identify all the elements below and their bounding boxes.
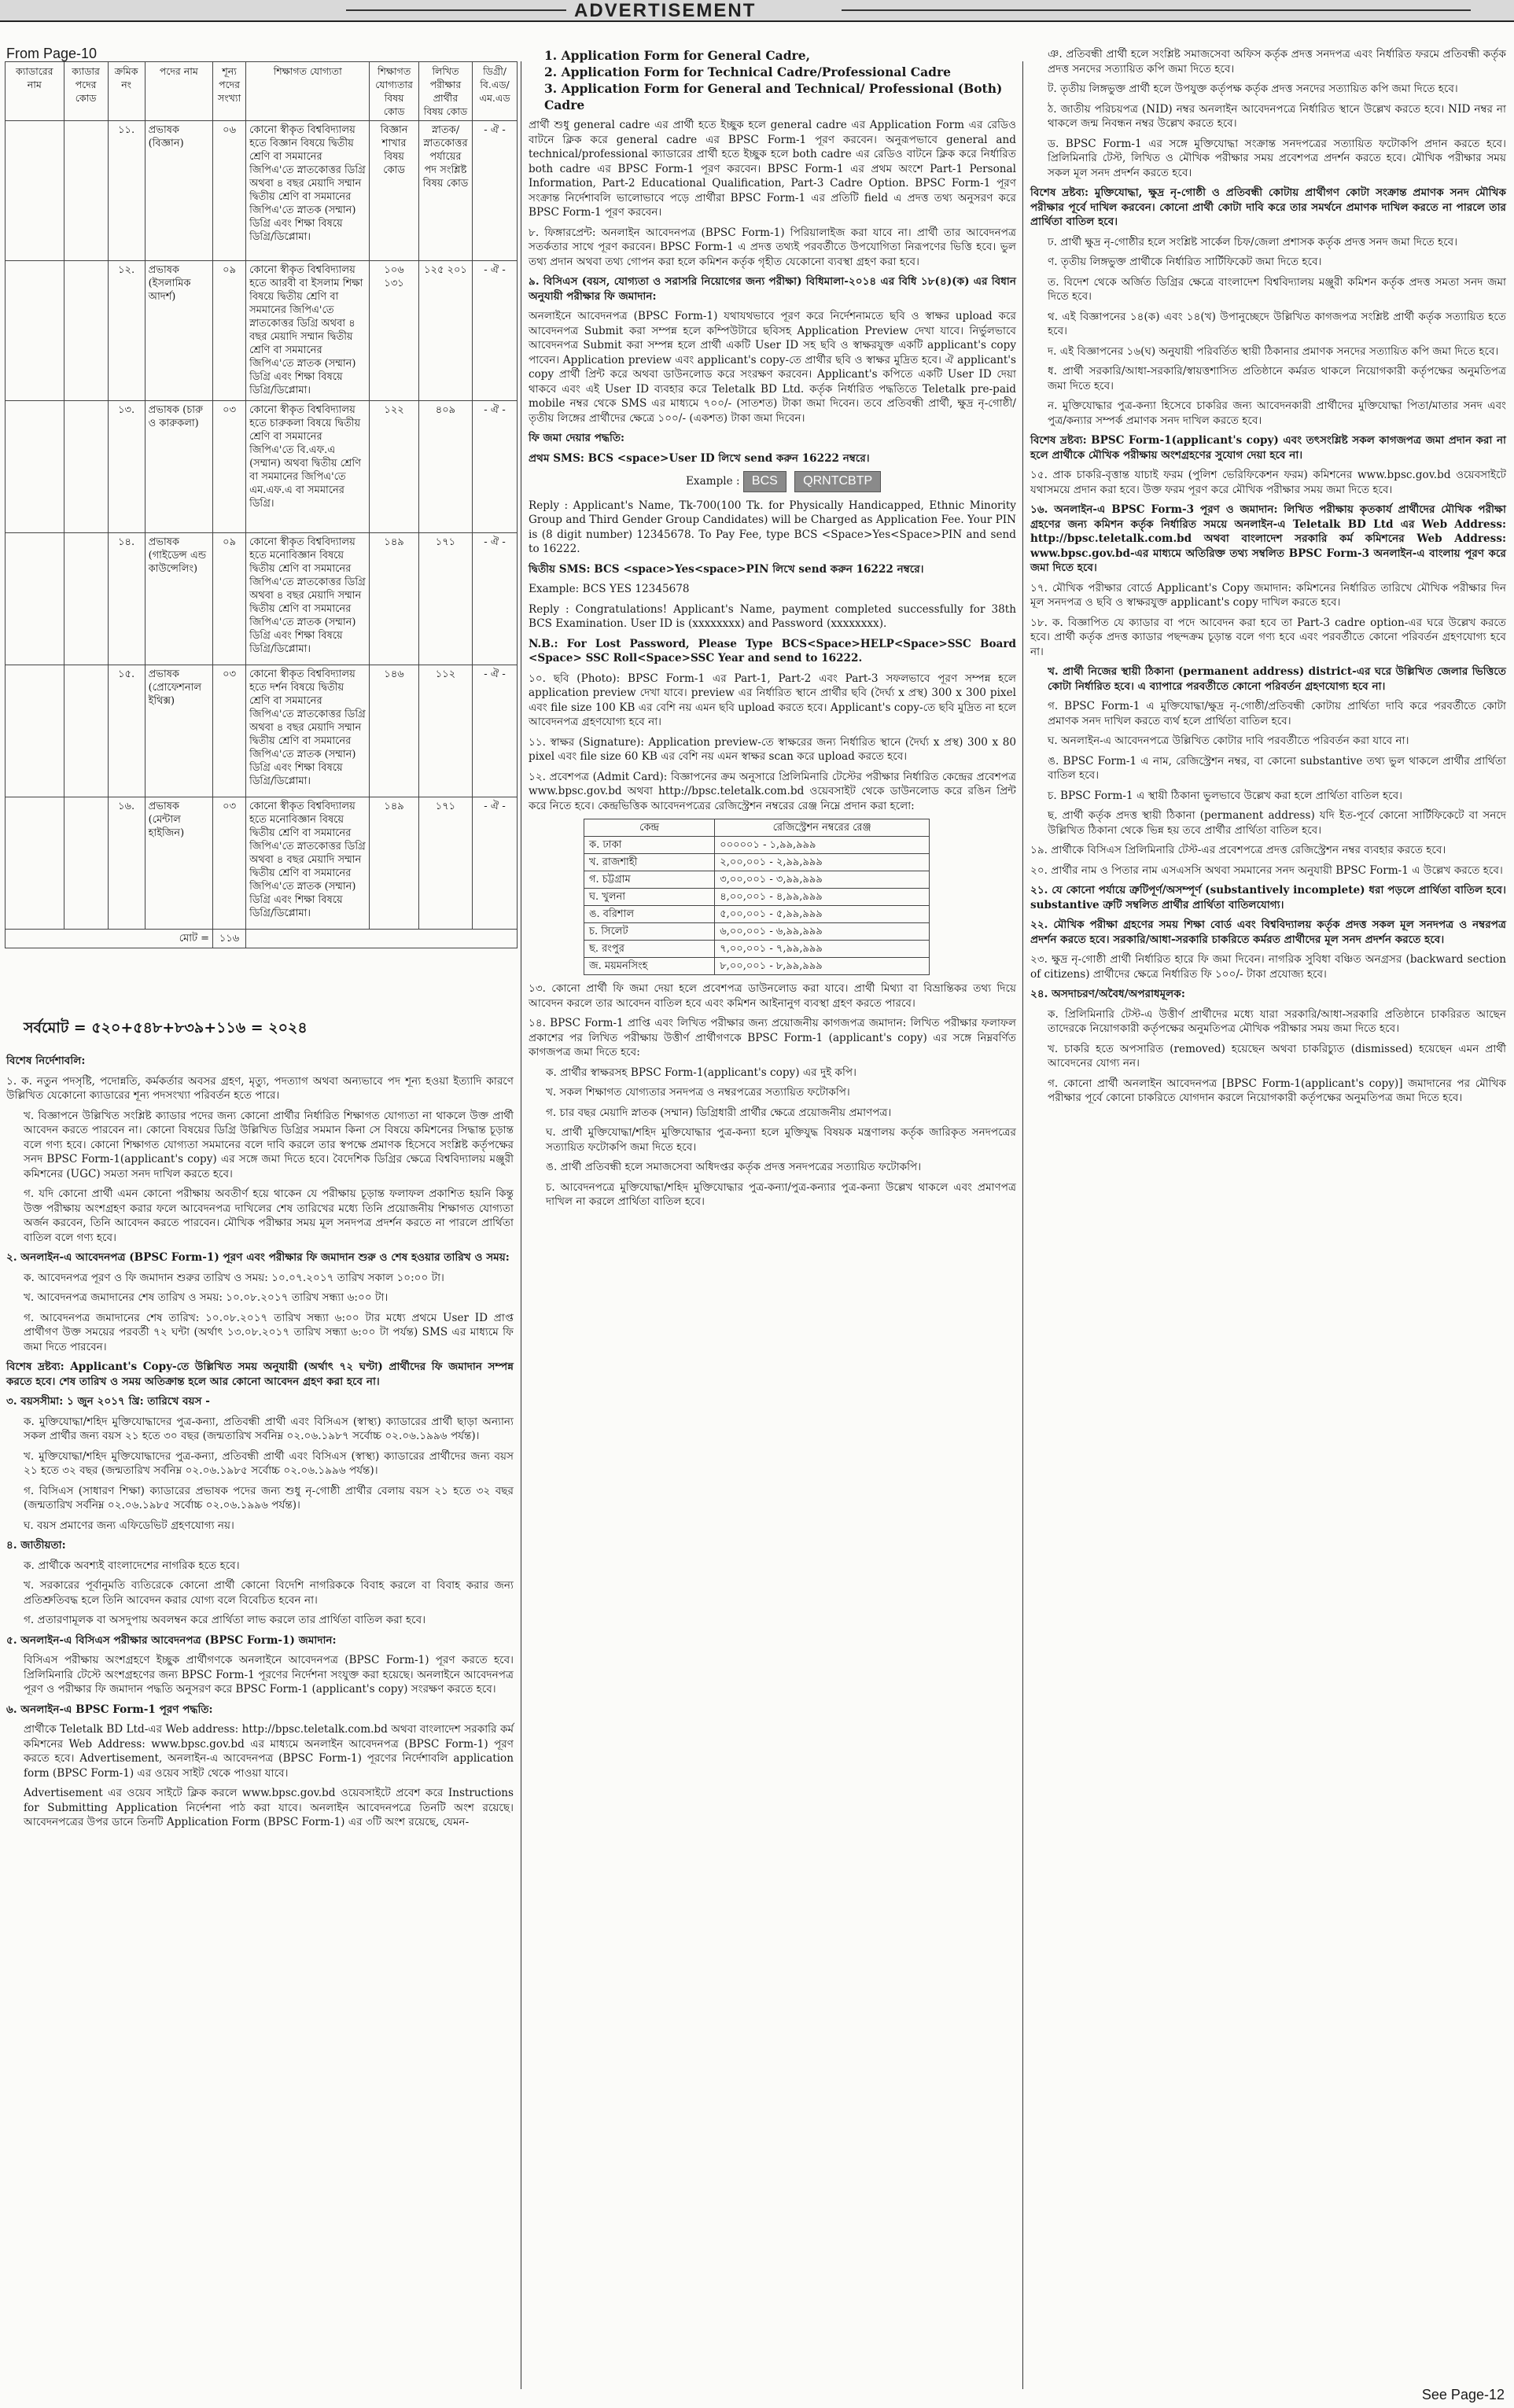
center-range-table — [584, 819, 930, 975]
center-name: ঘ. খুলনা — [584, 889, 715, 906]
table-row — [584, 906, 930, 923]
table-row — [584, 941, 930, 958]
signature-instructions: ১১. স্বাক্ষর (Signature): Application preview-তে স্বাক্ষরের জন্য নির্ধারিত স্থানে (দৈর্ঘ্য x প্রস্থ) 300 x 80 pixel এবং file size 60 KB এর বেশি নয় এমন স্বাক্ষর scan করে upload করতে হবে। — [529, 735, 1016, 763]
right-para: ২৪. অসদাচরণ/অবৈধ/অপরাধমূলক: — [1030, 988, 1185, 1000]
center-name: ছ. রংপুর — [584, 941, 715, 958]
see-page-label: See Page-12 — [1421, 2387, 1505, 2402]
center-col-header: কেন্দ্র — [584, 819, 715, 837]
row-post: প্রভাষক (চারু ও কারুকলা) — [145, 401, 212, 533]
second-sms-example: Example: BCS YES 12345678 — [529, 583, 690, 595]
col-header: ক্যাডারের নাম — [6, 62, 64, 121]
row-vacancy: ০৯ — [213, 533, 246, 665]
mid-para: ঘ. প্রার্থী মুক্তিযোদ্ধা/শহিদ মুক্তিযোদ্ধার পুত্র-কন্যা হলে মুক্তিযুদ্ধ বিষয়ক মন্ত্রণালয় কর্তৃক জারিকৃত সনদপত্রের সত্যায়িত ফটোকপি জমা দিতে হবে। — [546, 1126, 1016, 1154]
row-code2: ১২৫ ২০১ — [418, 261, 472, 401]
row-degree: - ঐ - — [473, 121, 518, 261]
row-code2: ১১২ — [418, 665, 472, 797]
row-post: প্রভাষক (ইসলামিক আদর্শ) — [145, 261, 212, 401]
right-para: ড. BPSC Form-1 এর সঙ্গে মুক্তিযোদ্ধা সংক্রান্ত সনদপত্রের সত্যায়িত ফটোকপি প্রদান করতে হবে। প্রিলিমিনারি টেস্ট, লিখিত ও মৌখিক পরীক্ষার সময় প্রবেশপত্র প্রদর্শন করতে হবে। মৌখিক পরীক্ষার সময় সকল মূল সনদ প্রদর্শন করতে হবে। — [1048, 137, 1506, 179]
row-qualification: কোনো স্বীকৃত বিশ্ববিদ্যালয় হতে চারুকলা বিষয়ে দ্বিতীয় শ্রেণি বা সমমানের জিপিএ'তে বি.এফ.এ (সম্মান) অথবা দ্বিতীয় শ্রেণি বা সমমানের জিপিএ'তে এম.এফ.এ বা সমমানের ডিগ্রি। — [246, 401, 370, 533]
right-para: চ. BPSC Form-1 এ স্থায়ী ঠিকানা ভুলভাবে উল্লেখ করা হলে প্রার্থিতা বাতিল হবে। — [1048, 789, 1403, 802]
right-para: দ. এই বিজ্ঞাপনের ১৬(ঘ) অনুযায়ী পরিবর্তিত স্থায়ী ঠিকানার প্রমাণক সনদের সত্যায়িত কপি জমা দিতে হবে। — [1048, 344, 1499, 358]
row-qualification: কোনো স্বীকৃত বিশ্ববিদ্যালয় হতে দর্শন বিষয়ে দ্বিতীয় শ্রেণি বা সমমানের জিপিএ'তে স্নাতকোত্তর ডিগ্রি অথবা ৪ বছর মেয়াদি সম্মান দ্বিতীয় শ্রেণি বা সমমানের জিপিএ'তে স্নাতক (সম্মান) ডিগ্রি এবং শিক্ষা বিষয়ে ডিগ্রি/ডিপ্লোমা। — [246, 665, 370, 797]
right-para: ঠ. জাতীয় পরিচয়পত্র (NID) নম্বর অনলাইন আবেদনপত্রে নির্ধারিত স্থানে উল্লেখ করতে হবে। NID নম্বর না থাকলে জন্ম নিবন্ধন নম্বর উল্লেখ করতে হবে। — [1048, 102, 1506, 130]
row-serial: ১২. — [108, 261, 145, 401]
center-col-header: রেজিস্ট্রেশন নম্বরের রেঞ্জ — [715, 819, 930, 837]
left-para: ৩. বয়সসীমা: ১ জুন ২০১৭ খ্রি: তারিখে বয়স - — [6, 1395, 210, 1408]
subtotal-label: মোট = — [6, 930, 213, 948]
center-range: ০০০০০১ - ১,৯৯,৯৯৯ — [715, 837, 930, 854]
right-para: ১৫. প্রাক চাকরি-বৃত্তান্ত যাচাই ফরম (পুলিশ ভেরিফিকেশন ফরম) কমিশনের www.bpsc.gov.bd ওয়েবসাইটে যথাসময়ে প্রদান করা হবে। উক্ত ফরম পূরণ করে মৌখিক পরীক্ষার সময় জমা দিতে হবে। — [1030, 469, 1506, 496]
row-qualification: কোনো স্বীকৃত বিশ্ববিদ্যালয় হতে বিজ্ঞান বিষয়ে দ্বিতীয় শ্রেণি বা সমমানের জিপিএ'তে স্নাতকোত্তর ডিগ্রি অথবা ৪ বছর মেয়াদি সম্মান দ্বিতীয় শ্রেণি বা সমমানের জিপিএ'তে স্নাতক (সম্মান) ডিগ্রি এবং শিক্ষা বিষয়ে ডিগ্রি/ডিপ্লোমা। — [246, 121, 370, 261]
row-serial: ১৫. — [108, 665, 145, 797]
table-row — [6, 261, 518, 401]
row-post: প্রভাষক (বিজ্ঞান) — [145, 121, 212, 261]
table-row — [6, 121, 518, 261]
row-code1: ১৪৬ — [370, 665, 419, 797]
left-para: ৫. অনলাইন-এ বিসিএস পরীক্ষার আবেদনপত্র (BPSC Form-1) জমাদান: — [6, 1633, 337, 1647]
center-range: ২,০০,০০১ - ২,৯৯,৯৯৯ — [715, 854, 930, 871]
center-name: গ. চট্টগ্রাম — [584, 871, 715, 889]
table-row — [6, 401, 518, 533]
application-form-list — [544, 47, 1016, 113]
right-para: থ. এই বিজ্ঞাপনের ১৪(ক) এবং ১৪(খ) উপানুচ্ছেদে উল্লিখিত কাগজপত্র সংশ্লিষ্ট প্রার্থী কর্তৃক সত্যায়িত হতে হবে। — [1048, 310, 1506, 337]
right-para: খ. চাকরি হতে অপসারিত (removed) হয়েছেন অথবা চাকরিচ্যুত (dismissed) হয়েছেন এমন প্রার্থী আবেদনের যোগ্য নন। — [1048, 1042, 1506, 1070]
row-code2: স্নাতক/ স্নাতকোত্তর পর্যায়ের পদ সংশ্লিষ্ট বিষয় কোড — [418, 121, 472, 261]
right-para: ণ. তৃতীয় লিঙ্গভুক্ত প্রার্থীকে নির্ধারিত সার্টিফিকেট জমা দিতে হবে। — [1048, 256, 1322, 268]
center-name: খ. রাজশাহী — [584, 854, 715, 871]
right-special-note: বিশেষ দ্রষ্টব্য: মুক্তিযোদ্ধা, ক্ষুদ্র নৃ-গোষ্ঠী ও প্রতিবন্ধী কোটায় প্রার্থীগণ কোটা সংক্রান্ত প্রমাণক সনদ মৌখিক পরীক্ষার পূর্বে দাখিল করবেন। কোনো প্রার্থী কোটা দাবি করে তার সমর্থনে প্রমাণক দাখিল করতে না পারলে তার প্রার্থিতা বাতিল হবে। — [1030, 186, 1506, 228]
right-para: ২৩. ক্ষুদ্র নৃ-গোষ্ঠী প্রার্থী নির্ধারিত হারে ফি জমা দিবেন। নাগরিক সুবিধা বঞ্চিত অনগ্রসর (backward section of citizens) প্রার্থীদের ক্ষেত্রে নির্ধারিত ফি ১০০/- টাকা প্রযোজ্য হবে। — [1030, 953, 1506, 981]
right-para: ত. বিদেশ থেকে অর্জিত ডিগ্রির ক্ষেত্রে বাংলাদেশ বিশ্ববিদ্যালয় মঞ্জুরী কমিশন কর্তৃক প্রদত্ত সমতা সনদ জমা দিতে হবে। — [1048, 275, 1506, 303]
row-code2: ১৭১ — [418, 797, 472, 930]
mid-para: ক. প্রার্থীর স্বাক্ষরসহ BPSC Form-1(applicant's copy) এর দুই কপি। — [546, 1066, 856, 1079]
left-para: ৬. অনলাইন-এ BPSC Form-1 পূরণ পদ্ধতি: — [6, 1703, 213, 1716]
right-para: ঘ. অনলাইন-এ আবেদনপত্রে উল্লিখিত কোটার দাবি পরবর্তীতে পরিবর্তন করা যাবে না। — [1048, 735, 1409, 747]
special-instructions-title: বিশেষ নির্দেশাবলি: — [6, 1055, 86, 1067]
row-qualification: কোনো স্বীকৃত বিশ্ববিদ্যালয় হতে মনোবিজ্ঞান বিষয়ে দ্বিতীয় শ্রেণি বা সমমানের জিপিএ'তে স্নাতকোত্তর ডিগ্রি অথবা ৪ বছর মেয়াদি সম্মান দ্বিতীয় শ্রেণি বা সমমানের জিপিএ'তে স্নাতক (সম্মান) ডিগ্রি এবং শিক্ষা বিষয়ে ডিগ্রি/ডিপ্লোমা। — [246, 797, 370, 930]
header-rule-right — [842, 9, 1471, 11]
table-row — [584, 889, 930, 906]
left-para: খ. সরকারের পূর্বানুমতি ব্যতিরেকে কোনো প্রার্থী কোনো বিদেশি নাগরিককে বিবাহ করলে বা বিবাহ করার জন্য প্রতিশ্রুতিবদ্ধ হলে তিনি আবেদন করার যোগ্য বলে বিবেচিত হবেন না। — [24, 1579, 514, 1607]
center-range: ৬,০০,০০১ - ৬,৯৯,৯৯৯ — [715, 923, 930, 941]
right-para: ১৭. মৌখিক পরীক্ষার বোর্ডে Applicant's Copy জমাদান: কমিশনের নির্ধারিত তারিখে মৌখিক পরীক্ষার দিন মূল সনদপত্র ও ছবি ও স্বাক্ষরযুক্ত applicant's copy দাখিল করতে হবে। — [1030, 581, 1506, 609]
row-vacancy: ০৯ — [213, 261, 246, 401]
row-post: প্রভাষক (গাইডেন্স এন্ড কাউন্সেলিং) — [145, 533, 212, 665]
row-degree: - ঐ - — [473, 665, 518, 797]
right-para: ১৯. প্রার্থীকে বিসিএস প্রিলিমিনারি টেস্ট-এর প্রবেশপত্রে প্রদত্ত রেজিস্ট্রেশন নম্বর ব্যবহার করতে হবে। — [1030, 844, 1446, 856]
mid-para: অনলাইনে আবেদনপত্র (BPSC Form-1) যথাযথভাবে পূরণ করে নির্দেশনামতে ছবি ও স্বাক্ষর upload করে আবেদনপত্র Submit করা সম্পন্ন হলে কম্পিউটারে ছবিসহ Application Preview দেখা যাবে। নির্ভুলভাবে আবেদনপত্র Submit করা সম্পন্ন হলে প্রার্থী একটি User ID সহ ছবি ও স্বাক্ষরযুক্ত একটি applicant's copy পাবেন। Application preview এবং applicant's copy-তে প্রার্থীর ছবি ও স্বাক্ষর মুদ্রিত হবে। ঐ applicant's copy প্রার্থী প্রিন্ট করে অথবা ডাউনলোড করে সংরক্ষণ করবেন। Applicant's কপিতে একটি User ID দেয়া থাকবে এবং এই User ID ব্যবহার করে Teletalk BD Ltd. কর্তৃক নির্ধারিত পদ্ধতিতে Teletalk pre-paid mobile নম্বর থেকে SMS এর মাধ্যমে ৭০০/- (সাতশত) টাকা জমা দিবেন। তবে প্রতিবন্ধী প্রার্থী, ক্ষুদ্র নৃ-গোষ্ঠী/তৃতীয় লিঙ্গের প্রার্থীদের ক্ষেত্রে ১০০/- (একশত) টাকা জমা দিবেন। — [529, 310, 1016, 425]
right-para: ১৬. অনলাইন-এ BPSC Form-3 পূরণ ও জমাদান: লিখিত পরীক্ষায় কৃতকার্য প্রার্থীদের মৌখিক পরীক্ষা গ্রহণের জন্য কমিশন কর্তৃক নির্ধারিত সময়ে অনলাইন-এ Teletalk BD Ltd এর Web Address: http://bpsc.teletalk.com.bd অথবা বাংলাদেশ সরকারি কর্ম কমিশনের Web Address: www.bpsc.gov.bd-এর মাধ্যমে অতিরিক্ত তথ্য সম্বলিত BPSC Form-3 অনলাইন-এ বাংলায় পূরণ করে জমা দিতে হবে। — [1030, 503, 1506, 574]
example-label: Example : — [686, 475, 740, 488]
row-vacancy: ০৩ — [213, 665, 246, 797]
row-code1: ১০৬ ১৩১ — [370, 261, 419, 401]
from-page-label: From Page-10 — [6, 46, 98, 61]
right-para: ক. প্রিলিমিনারি টেস্ট-এ উত্তীর্ণ প্রার্থীদের মধ্যে যারা সরকারি/আধা-সরকারি প্রতিষ্ঠানে চাকরিরত আছেন তাদেরকে নিয়োগকারী কর্তৃপক্ষের অনুমতিপত্র মৌখিক পরীক্ষার সময় জমা দিতে হবে। — [1048, 1007, 1506, 1035]
grand-total: সর্বমোট = ৫২০+৫৪৮+৮৩৯+১১৬ = ২০২৪ — [24, 1019, 308, 1036]
app-form-item: 1. Application Form for General Cadre, — [544, 48, 810, 63]
app-form-item: 3. Application Form for General and Technical/ Professional (Both) Cadre — [544, 81, 1003, 112]
col-header: লিখিত পরীক্ষার প্রার্থীর বিষয় কোড — [418, 62, 472, 121]
center-name: ক. ঢাকা — [584, 837, 715, 854]
mid-para: ৮. ফিঙ্গারপ্রেন্ট: অনলাইন আবেদনপত্র (BPSC Form-1) পিরিয়ালাইজ করা যাবে না। প্রার্থী তার আবেদনপত্র সতর্কতার সাথে পূরণ করবেন। BPSC Form-1 এ প্রদত্ত তথ্যই পরবর্তীতে উপযোগিতা নিরূপণের ভিত্তি হবে। ভুল তথ্য প্রদান অথবা তথ্য গোপন করা হলে কমিশন কর্তৃক গৃহীত যেকোনো ব্যবস্থা গ্রহণ করা হবে। — [529, 226, 1016, 268]
row-code2: ১৭১ — [418, 533, 472, 665]
right-para: ২১. যে কোনো পর্যায়ে ত্রুটিপূর্ণ/অসম্পূর্ণ (substantively incomplete) ধরা পড়লে প্রার্থিতা বাতিল হবে। substantive ত্রুটি সম্বলিত প্রার্থীর প্রার্থিতা বাতিলযোগ্য। — [1030, 884, 1506, 911]
row-serial: ১৬. — [108, 797, 145, 930]
mid-para: ৯. বিসিএস (বয়স, যোগ্যতা ও সরাসরি নিয়োগের জন্য পরীক্ষা) বিধিমালা-২০১৪ এর বিধি ১৮(৪)(ক) এর বিধান অনুযায়ী পরীক্ষার ফি জমাদান: — [529, 275, 1016, 303]
row-degree: - ঐ - — [473, 533, 518, 665]
row-vacancy: ০৬ — [213, 121, 246, 261]
right-para: ছ. প্রার্থী কর্তৃক প্রদত্ত স্থায়ী ঠিকানা (permanent address) যদি ইত-পূর্বে কোনো সার্টিফিকেটে বা সনদে উল্লিখিত ঠিকানা থেকে ভিন্ন হয় তবে প্রার্থীর প্রার্থিতা বাতিল হবে। — [1048, 809, 1506, 837]
left-para: ঘ. বয়স প্রমাণের জন্য এফিডেভিট গ্রহণযোগ্য নয়। — [24, 1519, 234, 1532]
left-para: গ. বিসিএস (সাধারণ শিক্ষা) ক্যাডারের প্রভাষক পদের জন্য শুধু নৃ-গোষ্ঠী প্রার্থীর বেলায় বয়স ২১ হতে ৩২ বছর (জন্মতারিখ সর্বনিম্ন ০২.০৬.১৯৮৫ সর্বোচ্চ ০২.০৬.১৯৯৬ পর্যন্ত)। — [24, 1484, 514, 1511]
reply-1: Reply : Applicant's Name, Tk-700(100 Tk. for Physically Handicapped, Ethnic Minority Group and Third Gender Group Candidates) will be Charged as Application Fee. Your PIN is (8 digit number) 12345678. To Pay Fee, type BCS <Space>Yes<Space>PIN and send to 16222. — [529, 499, 1016, 555]
center-name: ঙ. বরিশাল — [584, 906, 715, 923]
right-para: গ. BPSC Form-1 এ মুক্তিযোদ্ধা/ক্ষুদ্র নৃ-গোষ্ঠী/প্রতিবন্ধী কোটায় প্রার্থিতা দাবি করে পরবর্তীতে কোটা প্রমাণক সনদ দাখিল করতে ব্যর্থ হলে প্রার্থিতা বাতিল হবে। — [1048, 700, 1506, 727]
row-code1: বিজ্ঞান শাখার বিষয় কোড — [370, 121, 419, 261]
col-header: শিক্ষাগত যোগ্যতা — [246, 62, 370, 121]
mid-para: গ. চার বছর মেয়াদি স্নাতক (সম্মান) ডিগ্রিধারী প্রার্থীর ক্ষেত্রে প্রয়োজনীয় প্রমাণপত্র। — [546, 1106, 892, 1119]
center-name: চ. সিলেট — [584, 923, 715, 941]
center-range: ৩,০০,০০১ - ৩,৯৯,৯৯৯ — [715, 871, 930, 889]
left-para: প্রার্থীকে Teletalk BD Ltd-এর Web address: http://bpsc.teletalk.com.bd অথবা বাংলাদেশ সরকারি কর্ম কমিশনের Web Address: www.bpsc.gov.bd এর মাধ্যমে অনলাইন আবেদনপত্র (BPSC Form-1) পূরণ করতে হবে। Advertisement, অনলাইন-এ আবেদনপত্র (BPSC Form-1) পূরণের নির্দেশাবলি application form (BPSC Form-1) এর ওয়েব সাইট থেকে পাওয়া যাবে। — [24, 1723, 514, 1780]
example-box-bcs: BCS — [743, 471, 786, 492]
table-row — [6, 533, 518, 665]
left-column — [6, 1054, 514, 1835]
col-header: ক্যাডার পদের কোড — [64, 62, 108, 121]
first-sms: প্রথম SMS: BCS <space>User ID লিখে send করুন 16222 নম্বরে। — [529, 451, 870, 465]
mid-para: চ. আবেদনপত্রে মুক্তিযোদ্ধা/শহিদ মুক্তিযোদ্ধার পুত্র-কন্যা/পুত্র-কন্যার পুত্র-কন্যা উল্লেখ থাকলে এবং প্রমাণপত্র দাখিল না করলে প্রার্থিতা বাতিল হবে। — [546, 1180, 1016, 1208]
row-serial: ১৪. — [108, 533, 145, 665]
right-para: ঢ. প্রার্থী ক্ষুদ্র নৃ-গোষ্ঠীর হলে সংশ্লিষ্ট সার্কেল চিফ/জেলা প্রশাসক কর্তৃক প্রদত্ত সনদ জমা দিতে হবে। — [1048, 235, 1458, 249]
table-row — [584, 854, 930, 871]
right-special-note-2: বিশেষ দ্রষ্টব্য: BPSC Form-1(applicant's copy) এবং তৎসংশ্লিষ্ট সকল কাগজপত্র জমা প্রদান করা না হলে প্রার্থীকে মৌখিক পরীক্ষায় অংশগ্রহণের সুযোগ দেয়া হবে না। — [1030, 434, 1506, 462]
reply-2: Reply : Congratulations! Applicant's Name, payment completed successfully for 38th BCS Examination. User ID is (xxxxxxxx) and Password (xxxxxxxx). — [529, 602, 1016, 630]
subtotal-value: ১১৬ — [213, 930, 246, 948]
mid-para: ১৩. কোনো প্রার্থী ফি জমা দেয়া হলে প্রবেশপত্র ডাউনলোড করা যাবে। প্রার্থী মিথ্যা বা বিভ্রান্তিকর তথ্য দিয়ে আবেদন করলে তার আবেদন বাতিল হবে এবং কমিশন আইনানুগ ব্যবস্থা গ্রহণ করতে পারবে। — [529, 982, 1016, 1010]
right-para: ট. তৃতীয় লিঙ্গভুক্ত প্রার্থী হলে উপযুক্ত কর্তৃপক্ষ কর্তৃক প্রদত্ত সনদের সত্যায়িত কপি জমা দিতে হবে। — [1048, 83, 1458, 95]
center-range: ৫,০০,০০১ - ৫,৯৯,৯৯৯ — [715, 906, 930, 923]
middle-column — [529, 47, 1016, 1215]
left-para: খ. আবেদনপত্র জমাদানের শেষ তারিখ ও সময়: ১০.০৮.২০১৭ তারিখ সন্ধ্যা ৬:০০ টা। — [24, 1291, 389, 1304]
center-range: ৪,০০,০০১ - ৪,৯৯,৯৯৯ — [715, 889, 930, 906]
row-vacancy: ০৩ — [213, 401, 246, 533]
row-code1: ১২২ — [370, 401, 419, 533]
mid-para: খ. সকল শিক্ষাগত যোগ্যতার সনদপত্র ও নম্বরপত্রের সত্যায়িত ফটোকপি। — [546, 1086, 850, 1099]
left-para: বিশেষ দ্রষ্টব্য: Applicant's Copy-তে উল্লিখিত সময় অনুযায়ী (অর্থাৎ ৭২ ঘণ্টা) প্রার্থীদের ফি জমাদান সম্পন্ন করতে হবে। শেষ তারিখ ও সময় অতিক্রান্ত হলে আর কোনো আবেদন গ্রহণ করা হবে না। — [6, 1360, 514, 1388]
row-post: প্রভাষক (প্রোফেশনাল ইথিক্স) — [145, 665, 212, 797]
col-header: শিক্ষাগত যোগ্যতার বিষয় কোড — [370, 62, 419, 121]
center-table-header — [584, 819, 930, 837]
right-para: খ. প্রার্থী নিজের স্থায়ী ঠিকানা (permanent address) district-এর ঘরে উল্লিখিত জেলার ভিত্তিতে কোটা নির্ধারিত হবে। এ ব্যাপারে পরবর্তীতে কোনো পরিবর্তন গ্রহণযোগ্য হবে না। — [1048, 665, 1506, 693]
example-box-userid: QRNTCBTP — [794, 471, 881, 492]
second-sms: দ্বিতীয় SMS: BCS <space>Yes<space>PIN লিখে send করুন 16222 নম্বরে। — [529, 562, 924, 576]
col-header: পদের নাম — [145, 62, 212, 121]
vacancy-table — [5, 61, 518, 948]
col-header: ক্রমিক নং — [108, 62, 145, 121]
center-range: ৭,০০,০০১ - ৭,৯৯,৯৯৯ — [715, 941, 930, 958]
row-vacancy: ০৩ — [213, 797, 246, 930]
left-para: Advertisement এর ওয়েব সাইটে ক্লিক করলে www.bpsc.gov.bd ওয়েবসাইটে প্রবেশ করে Instructions for Submitting Application নির্দেশনা পাঠ করা যাবে। অনলাইন আবেদনপত্রে তিনটি অংশ রয়েছে। আবেদনপত্রের উপর ডানে তিনটি Application Form (BPSC Form-1) এর ৩টি অংশ রয়েছে, যেমন- — [24, 1787, 514, 1828]
admit-card-instructions: ১২. প্রবেশপত্র (Admit Card): বিজ্ঞাপনের ক্রম অনুসারে প্রিলিমিনারি টেস্টের পরীক্ষার নির্ধারিত কেন্দ্রের প্রবেশপত্র www.bpsc.gov.bd অথবা http://bpsc.teletalk.com.bd ওয়েবসাইট থেকে ডাউনলোড করে রঙিন প্রিন্ট করে নিতে হবে। কেন্দ্রভিত্তিক আবেদনপত্রের রেজিস্ট্রেশন নম্বরের রেঞ্জ নিম্নে প্রদান করা হলো: — [529, 770, 1016, 812]
left-para: গ. আবেদনপত্র জমাদানের শেষ তারিখ: ১০.০৮.২০১৭ তারিখ সন্ধ্যা ৬:০০ টার মধ্যে প্রথমে User ID প্রাপ্ত প্রার্থীগণ উক্ত সময়ের পরবর্তী ৭২ ঘন্টা (অর্থাৎ ১৩.০৮.২০১৭ তারিখ সন্ধ্যা ৬:০০ টা পর্যন্ত) SMS এর মাধ্যমে ফি জমা দিতে পারবেন। — [24, 1311, 514, 1353]
right-para: ২২. মৌখিক পরীক্ষা গ্রহণের সময় শিক্ষা বোর্ড এবং বিশ্ববিদ্যালয় কর্তৃক প্রদত্ত সকল মূল সনদপত্র ও নম্বরপত্র প্রদর্শন করতে হবে। সরকারি/আধা-সরকারি চাকরিতে কর্মরত প্রার্থীদের মূল সনদ প্রদর্শন করতে হবে। — [1030, 919, 1506, 946]
col-header: ডিগ্রী/ বি.এড/ এম.এড — [473, 62, 518, 121]
fee-method-title: ফি জমা দেয়ার পদ্ধতি: — [529, 432, 625, 444]
center-range: ৮,০০,০০১ - ৮,৯৯,৯৯৯ — [715, 958, 930, 975]
mid-para: ১৪. BPSC Form-1 প্রাপ্তি এবং লিখিত পরীক্ষার জন্য প্রয়োজনীয় কাগজপত্র জমাদান: লিখিত পরীক্ষার ফলাফল প্রকাশের পর লিখিত পরীক্ষায় উত্তীর্ণ প্রার্থীগণকে BPSC Form-1 (applicant's copy) এর সঙ্গে নিম্নবর্ণিত কাগজপত্র জমা দিতে হবে: — [529, 1017, 1016, 1059]
mid-para: ঙ. প্রার্থী প্রতিবন্ধী হলে সমাজসেবা অধিদপ্তর কর্তৃক প্রদত্ত সনদপত্রের সত্যায়িত ফটোকপি। — [546, 1161, 922, 1173]
left-para: ক. প্রার্থীকে অবশ্যই বাংলাদেশের নাগরিক হতে হবে। — [24, 1559, 240, 1572]
left-para: খ. বিজ্ঞাপনে উল্লিখিত সংশ্লিষ্ট ক্যাডার পদের জন্য কোনো প্রার্থীর নির্ধারিত শিক্ষাগত যোগ্যতা না থাকলে উক্ত প্রার্থী আবেদন করতে পারবেন না। কোনো বিষয়ের ডিগ্রি উল্লিখিত ডিগ্রির সমমান কিনা সে বিষয়ে কমিশনের সিদ্ধান্ত চূড়ান্ত বলে গণ্য হবে। কোনো শিক্ষাগত যোগ্যতা সমমানের বলে দাবি করলে তার স্বপক্ষে প্রমাণক হিসেবে সংশ্লিষ্ট কর্তৃপক্ষের সনদ BPSC Form-1(applicant's copy) এর সঙ্গে জমা দিতে হবে। বৈদেশিক ডিগ্রির ক্ষেত্রে বিশ্ববিদ্যালয় মঞ্জুরী কমিশনের (UGC) সমতা সনদ দাখিল করতে হবে। — [24, 1109, 514, 1180]
row-degree: - ঐ - — [473, 401, 518, 533]
mid-para: প্রার্থী শুধু general cadre এর প্রার্থী হতে ইচ্ছুক হলে general cadre এর Application Form এর রেডিও বাটনে ক্লিক করে general cadre এর BPSC Form-1 পূরণ করবেন। অনুরূপভাবে general and technical/professional ক্যাডারের প্রার্থী হতে ইচ্ছুক হলে both cadre এর রেডিও বাটনে ক্লিক করে নির্ধারিত both cadre এর BPSC Form-1 পূরণ করবেন। BPSC Form-1 এর প্রথম অংশে Part-1 Personal Information, Part-2 Educational Qualification, Part-3 Cadre Option. BPSC Form-1 পূরণ সংক্রান্ত নির্দেশাবলি ভালোভাবে পড়ে প্রার্থীরা BPSC Form-1 এর প্রতিটি field এ প্রদত্ত তথ্য অনুসরণ করে BPSC Form-1 পূরণ করবেন। — [529, 119, 1016, 219]
right-para: ধ. প্রার্থী সরকারি/আধা-সরকারি/স্বায়ত্তশাসিত প্রতিষ্ঠানে কর্মরত থাকলে নিয়োগকারী কর্তৃপক্ষের অনুমতিপত্র জমা দিতে হবে। — [1048, 365, 1506, 392]
header-rule-left — [346, 9, 566, 11]
row-post: প্রভাষক (মেন্টাল হাইজিন) — [145, 797, 212, 930]
row-serial: ১৩. — [108, 401, 145, 533]
right-para: ১৮. ক. বিজ্ঞাপিত যে ক্যাডার বা পদে আবেদন করা হবে তা Part-3 cadre option-এর ঘরে উল্লেখ করতে হবে। প্রার্থী কর্তৃক প্রদত্ত ক্যাডার পছন্দক্রম চূড়ান্ত বলে গণ্য হবে এবং পরবর্তীতে কোনো পরিবর্তন গ্রহণযোগ্য হবে না। — [1030, 616, 1506, 658]
row-code1: ১৪৯ — [370, 797, 419, 930]
left-para: বিসিএস পরীক্ষায় অংশগ্রহণে ইচ্ছুক প্রার্থীগণকে অনলাইনে আবেদনপত্র (BPSC Form-1) পূরণ করতে হবে। প্রিলিমিনারি টেস্টে অংশগ্রহণের জন্য BPSC Form-1 পূরণের নির্দেশনা সংযুক্ত করা হয়েছে। অনলাইনে আবেদনপত্র পূরণ ও পরীক্ষার ফি জমাদান পদ্ধতি অনুসরণ করে BPSC Form-1 (applicant's copy) সংরক্ষণ করতে হবে। — [24, 1654, 514, 1696]
row-degree: - ঐ - — [473, 797, 518, 930]
left-para: গ. যদি কোনো প্রার্থী এমন কোনো পরীক্ষায় অবতীর্ণ হয়ে থাকেন যে পরীক্ষায় চূড়ান্ত ফলাফল প্রকাশিত হয়নি কিন্তু উক্ত পরীক্ষায় অংশগ্রহণ করার ফলে আবেদনপত্র দাখিলের শেষ তারিখের মধ্যে তিনি প্রয়োজনীয় শিক্ষাগত যোগ্যতা অর্জন করবেন, তিনি আবেদন করতে পারবেন। মৌখিক পরীক্ষার সময় মূল সনদপত্র প্রদর্শন করতে না পারলে প্রার্থিতা বাতিল বলে গণ্য হবে। — [24, 1187, 514, 1244]
table-header-row — [6, 62, 518, 121]
left-para: ক. মুক্তিযোদ্ধা/শহিদ মুক্তিযোদ্ধাদের পুত্র-কন্যা, প্রতিবন্ধী প্রার্থী এবং বিসিএস (স্বাস্থ্য) ক্যাডারের প্রার্থী ছাড়া অন্যান্য সকল প্রার্থীর জন্য বয়স ২১ হতে ৩০ বছর (জন্মতারিখ সর্বনিম্ন ০২.০৬.১৯৮৭ সর্বোচ্চ ০২.০৬.১৯৯৬ পর্যন্ত)। — [24, 1415, 514, 1442]
table-row — [6, 665, 518, 797]
center-name: জ. ময়মনসিংহ — [584, 958, 715, 975]
col-header: শূন্য পদের সংখ্যা — [213, 62, 246, 121]
right-para: গ. কোনো প্রার্থী অনলাইন আবেদনপত্র [BPSC Form-1(applicant's copy)] জমাদানের পর মৌখিক পরীক্ষার পূর্বে কোনো চাকরিতে যোগদান করলে নিয়োগকারী কর্তৃপক্ষের অনুমতিপত্র জমা দিতে হবে। — [1048, 1077, 1506, 1104]
advertisement-banner: ADVERTISEMENT — [574, 0, 757, 21]
right-column — [1030, 47, 1506, 1111]
left-para: ১. ক. নতুন পদসৃষ্টি, পদোন্নতি, কর্মকর্তার অবসর গ্রহণ, মৃত্যু, পদত্যাগ অথবা অন্যভাবে পদ শূন্য হওয়া ইত্যাদি কারণে উল্লিখিত যেকোনো ক্যাডারের শূন্য পদসংখ্যা পরিবর্তন হতে পারে। — [6, 1074, 514, 1102]
app-form-item: 2. Application Form for Technical Cadre/Professional Cadre — [544, 64, 951, 79]
left-para: খ. মুক্তিযোদ্ধা/শহিদ মুক্তিযোদ্ধাদের পুত্র-কন্যা, প্রতিবন্ধী প্রার্থী এবং বিসিএস (স্বাস্থ্য) ক্যাডারের প্রার্থীদের জন্য বয়স ২১ হতে ৩২ বছর (জন্মতারিখ সর্বনিম্ন ০২.০৬.১৯৮৫ সর্বোচ্চ ০২.০৬.১৯৯৬ পর্যন্ত)। — [24, 1449, 514, 1477]
right-para: ন. মুক্তিযোদ্ধার পুত্র-কন্যা হিসেবে চাকরির জন্য আবেদনকারী প্রার্থীদের মুক্তিযোদ্ধা পিতা/মাতার সনদ এবং পুত্র/কন্যার সম্পর্ক প্রমাণক সনদ দাখিল করতে হবে। — [1048, 399, 1506, 427]
table-row — [584, 923, 930, 941]
row-degree: - ঐ - — [473, 261, 518, 401]
column-divider-2 — [1022, 61, 1023, 2389]
table-row — [6, 797, 518, 930]
photo-instructions: ১০. ছবি (Photo): BPSC Form-1 এর Part-1, Part-2 এবং Part-3 সফলভাবে পূরণ সম্পন্ন হলে application preview দেখা যাবে। preview এর নির্ধারিত স্থানে প্রার্থীর ছবি (দৈর্ঘ্য x প্রস্থ) 300 x 300 pixel এবং file size 100 KB এর বেশি নয় এমন ছবি upload করতে হবে। Applicant's copy-তে ছবি মুদ্রিত না হলে আবেদনপত্র গ্রহণযোগ্য হবে না। — [529, 672, 1016, 728]
row-code1: ১৪৯ — [370, 533, 419, 665]
right-para: ঙ. BPSC Form-1 এ নাম, রেজিস্ট্রেশন নম্বর, বা কোনো substantive তথ্য ভুল থাকলে প্রার্থীর প্রার্থিতা বাতিল হবে। — [1048, 754, 1506, 782]
row-code2: ৪০৯ — [418, 401, 472, 533]
right-para: ঞ. প্রতিবন্ধী প্রার্থী হলে সংশ্লিষ্ট সমাজসেবা অফিস কর্তৃক প্রদত্ত সনদপত্র এবং নির্ধারিত ফরমে প্রতিবন্ধী কর্তৃক প্রদত্ত সনদের সত্যায়িত কপি জমা দিতে হবে। — [1048, 48, 1506, 75]
page-header-bar — [0, 0, 1514, 22]
row-qualification: কোনো স্বীকৃত বিশ্ববিদ্যালয় হতে আরবী বা ইসলাম শিক্ষা বিষয়ে দ্বিতীয় শ্রেণি বা সমমানের জিপিএ'তে স্নাতকোত্তর ডিগ্রি অথবা ৪ বছর মেয়াদি সম্মান দ্বিতীয় শ্রেণি বা সমমানের জিপিএ'তে স্নাতক (সম্মান) ডিগ্রি এবং শিক্ষা বিষয়ে ডিগ্রি/ডিপ্লোমা। — [246, 261, 370, 401]
table-row — [584, 837, 930, 854]
left-para: ৪. জাতীয়তা: — [6, 1539, 66, 1552]
lost-password-note: N.B.: For Lost Password, Please Type BCS<Space>HELP<Space>SSC Board <Space> SSC Roll<Space>SSC Year and send to 16222. — [529, 637, 1016, 665]
example-sms — [686, 471, 1016, 492]
left-para: ২. অনলাইন-এ আবেদনপত্র (BPSC Form-1) পূরণ এবং পরীক্ষার ফি জমাদান শুরু ও শেষ হওয়ার তারিখ ও সময়: — [6, 1251, 510, 1264]
table-row — [584, 958, 930, 975]
row-qualification: কোনো স্বীকৃত বিশ্ববিদ্যালয় হতে মনোবিজ্ঞান বিষয়ে দ্বিতীয় শ্রেণি বা সমমানের জিপিএ'তে স্নাতকোত্তর ডিগ্রি অথবা ৪ বছর মেয়াদি সম্মান দ্বিতীয় শ্রেণি বা সমমানের জিপিএ'তে স্নাতক (সম্মান) ডিগ্রি এবং শিক্ষা বিষয়ে ডিগ্রি/ডিপ্লোমা। — [246, 533, 370, 665]
right-para: ২০. প্রার্থীর নাম ও পিতার নাম এসএসসি অথবা সমমানের সনদ অনুযায়ী BPSC Form-1 এ উল্লেখ করতে হবে। — [1030, 863, 1503, 877]
row-serial: ১১. — [108, 121, 145, 261]
left-para: গ. প্রতারণামূলক বা অসদুপায় অবলম্বন করে প্রার্থিতা লাভ করলে তার প্রার্থিতা বাতিল করা হবে। — [24, 1614, 426, 1626]
table-row — [584, 871, 930, 889]
left-para: ক. আবেদনপত্র পূরণ ও ফি জমাদান শুরুর তারিখ ও সময়: ১০.০৭.২০১৭ তারিখ সকাল ১০:০০ টা। — [24, 1271, 444, 1284]
subtotal-row — [6, 930, 518, 948]
